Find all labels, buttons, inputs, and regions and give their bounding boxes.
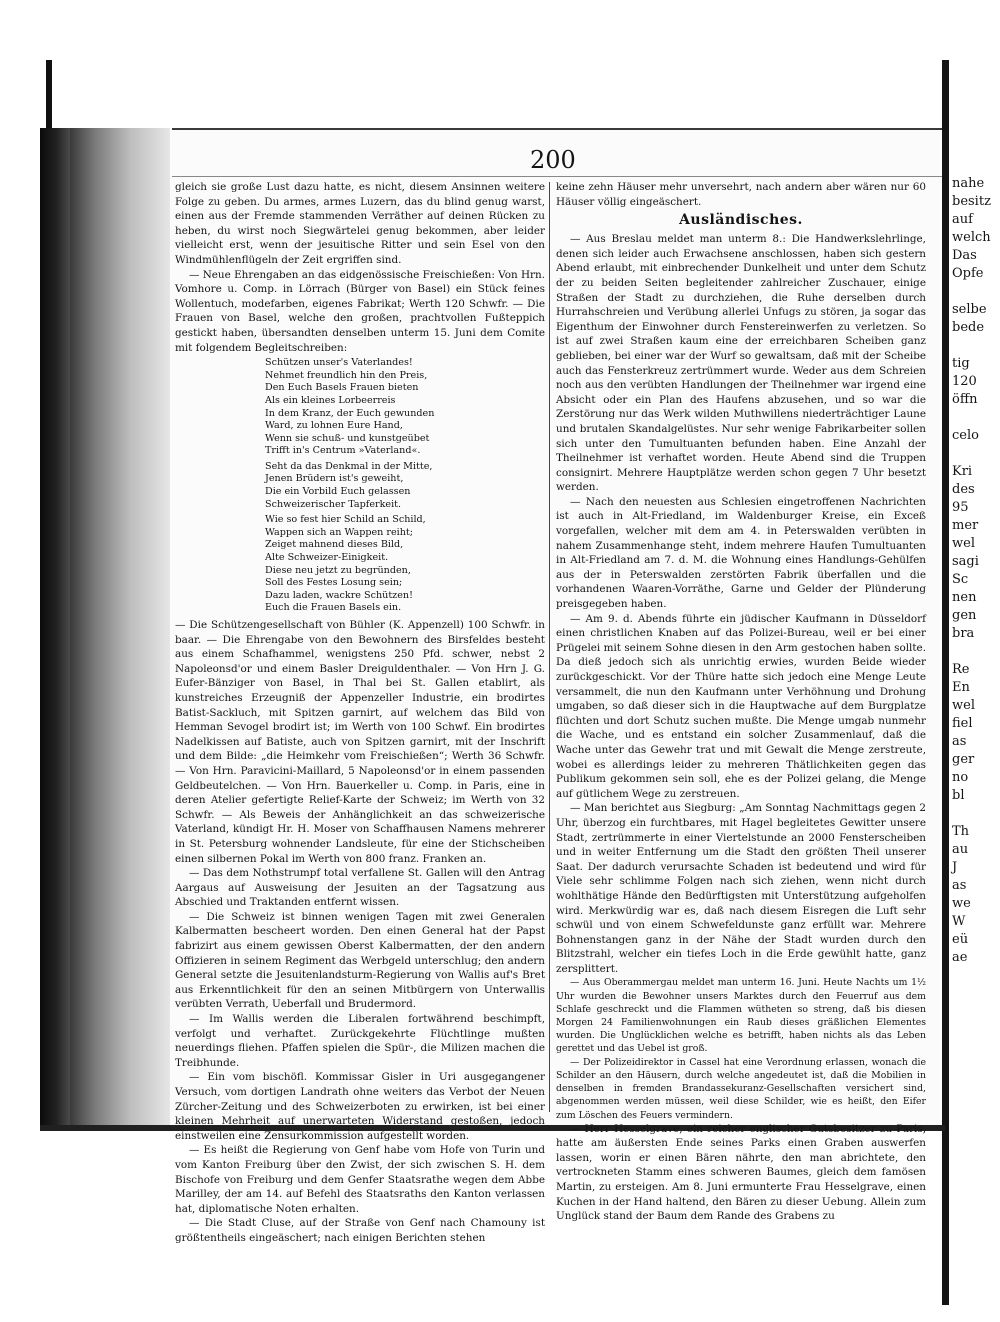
adjacent-page-text: 95 — [952, 500, 969, 515]
article-paragraph: keine zehn Häuser mehr unversehrt, nach andern aber wären nur 60 Häuser völlig eingeäschert. — [556, 181, 926, 208]
adjacent-page-text: nahe — [952, 176, 985, 191]
poem-line: Schützen unser's Vaterlandes! — [265, 357, 413, 369]
article-paragraph: — Die Schützengesellschaft von Bühler (K. Appenzell) 100 Schwfr. in baar. — Die Ehrengabe von den Bewohnern des Birsfeldes besteht aus einem Schafhammel, wenigstens 250 Pfd. schwer, nebst 2 Napoleonsd'or und einem Basler Dreiguldenthaler. — Von Hrn J. G. Eufer-Bänziger von Basel, in Thal bei St. Gallen etablirt, als kunstreiches Erzeugniß der Appenzeller Industrie, ein brodirtes Batist-Sackluch, mit Spitzen garnirt, auf welchem das Bild von Hemman Sevogel brodirt ist; im Werth von 100 Schwf. Ein brodirtes Nadelkissen auf Batiste, auch von Spitzen garnirt, mit der Inschrift und dem Bilde: „die Heimkehr vom Freischießen“; Werth 36 Schwfr. — Von Hrn. Paravicini-Maillard, 5 Napoleonsd'or in einem passenden Geldbeutelchen. — Von Hrn. Bauerkeller u. Comp. in Paris, eine in deren Atelier gefertigte Relief-Karte der Schweiz; im Werth von 32 Schwfr. — Als Beweis der Anhänglichkeit an das schweizerische Vaterland, kündigt Hr. H. Moser von Schaffhausen Namens mehrerer in St. Petersburg wohnender Landsleute, für eine der Stichscheiben einen silbernen Pokal im Werth von 800 franz. Franken an. — [175, 619, 545, 865]
header-rule-lower — [172, 176, 942, 177]
poem-line: Wappen sich an Wappen reiht; — [265, 526, 414, 538]
adjacent-page-text: J — [952, 860, 958, 875]
adjacent-page-text: eü — [952, 932, 969, 947]
right-column — [556, 180, 926, 1223]
poem-line: Als ein kleines Lorbeerreis — [265, 394, 396, 406]
poem-line: Alte Schweizer-Einigkeit. — [265, 552, 389, 564]
book-spine-shadow — [40, 128, 70, 1128]
column-divider — [549, 182, 550, 1112]
adjacent-page-text: Kri — [952, 464, 973, 479]
poem-line: Euch die Frauen Basels ein. — [265, 602, 402, 614]
adjacent-page-text: 120 — [952, 374, 977, 389]
article-paragraph: — Es heißt die Regierung von Genf habe vom Hofe von Turin und vom Kanton Freiburg über den Zwist, der sich zwischen S. H. dem Bischofe von Freiburg und dem Genfer Staatsrathe wegen dem Abbe Marilley, der am 14. auf Befehl des Staatsraths den Kanton verlassen hat, diplomatische Noten erhalten. — [175, 1144, 545, 1215]
adjacent-page-text: selbe — [952, 302, 987, 317]
adjacent-page-text: besitz — [952, 194, 991, 209]
adjacent-page-fragment — [952, 175, 1000, 965]
adjacent-page-text: tig — [952, 356, 970, 371]
adjacent-page-text: W — [952, 914, 966, 929]
article-paragraph: — Neue Ehrengaben an das eidgenössische Freischießen: Von Hrn. Vomhore u. Comp. in Lörrach (Bürger von Basel) ein Stück feines Wollentuch, modefarben, eigenes Fabrikat; Werth 120 Schwfr. — Die Frauen von Basel, welche den großen, prachtvollen Fußteppich gestickt haben, übersandten denselben unterm 15. Juni dem Comite mit folgendem Begleitschreiben: — [175, 268, 546, 354]
adjacent-page-text: bl — [952, 788, 965, 803]
adjacent-page-text: ger — [952, 752, 975, 767]
adjacent-page-text: as — [952, 878, 967, 893]
poem-line: Jenen Brüdern ist's geweiht, — [265, 473, 404, 485]
adjacent-page-text — [952, 409, 1000, 427]
poem-line: Wenn sie schuß- und kunstgeübet — [265, 432, 430, 444]
adjacent-page-text: wel — [952, 698, 975, 713]
poem-line: Trifft in's Centrum »Vaterland«. — [265, 445, 421, 457]
adjacent-page-text: öffn — [952, 392, 978, 407]
poem-line: Seht da das Denkmal in der Mitte, — [265, 460, 433, 472]
poem-line: In dem Kranz, der Euch gewunden — [265, 407, 435, 419]
adjacent-page-text: celo — [952, 428, 979, 443]
poem — [265, 357, 545, 615]
adjacent-page-text — [952, 643, 1000, 661]
adjacent-page-text: Sc — [952, 572, 969, 587]
adjacent-page-text: nen — [952, 590, 977, 605]
adjacent-page-text: wel — [952, 536, 975, 551]
adjacent-page-text: Re — [952, 662, 970, 677]
poem-stanza — [265, 514, 545, 615]
poem-line: Schweizerischer Tapferkeit. — [265, 498, 402, 510]
adjacent-page-text: welch — [952, 230, 991, 245]
poem-line: Die ein Vorbild Euch gelassen — [265, 486, 411, 498]
adjacent-page-text: au — [952, 842, 969, 857]
poem-line: Ward, zu lohnen Eure Hand, — [265, 420, 403, 432]
adjacent-page-text: Th — [952, 824, 970, 839]
adjacent-page-text: fiel — [952, 716, 973, 731]
adjacent-page-text: En — [952, 680, 970, 695]
article-paragraph: — Im Wallis werden die Liberalen fortwährend beschimpft, verfolgt und verhaftet. Zurückgekehrte Flüchtlinge mußten neuerdings fliehen. Pfaffen spielen die Spür-, die Milizen machen die Treibhunde. — [175, 1013, 545, 1069]
adjacent-page-text: we — [952, 896, 971, 911]
article-paragraph-small: — Der Polizeidirektor in Cassel hat eine Verordnung erlassen, wonach die Schilder an den Häusern, durch welche angedeutet ist, daß die Mobilien in denselben in fremden Brandassekuranz-Gesellschaften versichert sind, abgenommen werden müssen, weil diese Schilder, wie es heißt, den Eifer zum Löschen des Feuers vermindern. — [556, 1056, 926, 1121]
poem-line: Diese neu jetzt zu begründen, — [265, 564, 411, 576]
adjacent-page-text: ae — [952, 950, 968, 965]
adjacent-page-text — [952, 805, 1000, 823]
article-paragraph: — Aus Breslau meldet man unterm 8.: Die Handwerkslehrlinge, denen sich leider auch Erwachsene anschlossen, haben sich gestern Abend erlaubt, mit einbrechender Dunkelheit und unter dem Schutz der zu beiden Seiten begleitender zahlreicher Zuschauer, einige Straßen der Stadt zu durchziehen, die Ruhe derselben durch Hurrahschreien und Verübung allerlei Unfugs zu stören, ja sogar das Eigenthum der Einwohner durch Fenstereinwerfen zu verletzen. So ist auf zwei Straßen kaum eine der erreichbaren Scheiben ganz geblieben, bei einer war der Wurf so gewaltsam, daß mit der Scheibe auch das Fensterkreuz zertrümmert wurde. Weder aus dem Schreien noch aus den verübten Handlungen der Theilnehmer war irgend eine Absicht oder ein Plan des Haufens abzusehen, und so war die Zerstörung nur das Werk wilden Muthwillens niederträchtiger Laune und brutalen Skandalgelüstes. Nur sehr wenige Fabrikarbeiter sollen sich unter den Tumultuanten befunden haben. Eine Anzahl der Theilnehmer ist verhaftet worden. Heute Abend sind die Truppen consignirt. Mehrere Hauptplätze werden schon gegen 7 Uhr besetzt werden. — [556, 233, 926, 494]
adjacent-page-text — [952, 337, 1000, 355]
article-paragraph: — Ein vom bischöfl. Kommissar Gisler in Uri ausgegangener Versuch, vom dortigen Landrath ohne weiters das Verbot der Neuen Zürcher-Zeitung und des Schweizerboten zu erwirken, ist bei einer kleinen Mehrheit auf unerwarteten Widerstand gestoßen, jedoch einstweilen eine Zensurkommission aufgestellt worden. — [175, 1071, 545, 1142]
article-paragraph: — Am 9. d. Abends führte ein jüdischer Kaufmann in Düsseldorf einen christlichen Knaben auf das Polizei-Bureau, weil er bei einer Prügelei mit seinem Sohne diesen in den Arm gestochen haben sollte. Da dieß jedoch sich als unrichtig erwies, wurden Beide wieder zurückgeschickt. Vor der Thüre hatte sich jedoch eine Menge Leute versammelt, die nun den Kaufmann unter Verhöhnung und Drohung umgaben, so daß dieser sich in die Hauptwache auf dem Burgplatze flüchten und dort Schutz suchen mußte. Die Menge umgab nunmehr die Wache, und es entstand ein solcher Zusammenlauf, daß die Wache unter das Gewehr trat und mit Gewalt die Menge zerstreute, wobei es allerdings leider zu mehreren Thätlichkeiten gegen das Publikum gekommen sein soll, ehe es der Polizei gelang, die Menge auf gütlichem Wege zu zerstreuen. — [556, 612, 926, 800]
page-number: 200 — [530, 146, 576, 174]
adjacent-page-text: gen — [952, 608, 977, 623]
poem-line: Nehmet freundlich hin den Preis, — [265, 369, 428, 381]
article-paragraph: — Herr Hesselgrave, ein reicher englischer Gutsbesitzer zu Paris, hatte am äußersten Ende seines Parks einen Graben auswerfen lassen, worin er einen Bären nährte, den man abrichtete, den vertrockneten Stamm eines schweren Baumes, gleich dem famösen Martin, zu ersteigen. Am 8. Juni ermunterte Frau Hesselgrave, einen Kuchen in der Hand haltend, den Bären zu dieser Uebung. Allein zum Unglück stand der Baum dem Rande des Grabens zu — [556, 1122, 926, 1223]
page-gutter-shadow — [70, 128, 170, 1128]
poem-line: Dazu laden, wackre Schützen! — [265, 589, 413, 601]
poem-stanza — [265, 461, 545, 511]
article-paragraph: — Die Schweiz ist binnen wenigen Tagen mit zwei Generalen Kalbermatten bescheert worden. Den einen General hat der Papst fabrizirt aus einem gewissen Oberst Kalbermatten, der den andern Offizieren in seinem Regiment das Werbgeld unterschlug; den andern General setzte die Jesuitenlandsturm-Regierung von Wallis auf's Bret aus Erkenntlichkeit für den an seinen Mitbürgern von Unterwallis verübten Verrath, Ueberfall und Brudermord. — [175, 910, 545, 1011]
adjacent-page-text: mer — [952, 518, 979, 533]
poem-line: Wie so fest hier Schild an Schild, — [265, 514, 426, 526]
adjacent-page-text: auf — [952, 212, 973, 227]
poem-line: Den Euch Basels Frauen bieten — [265, 382, 419, 394]
adjacent-page-text — [952, 445, 1000, 463]
article-paragraph: — Nach den neuesten aus Schlesien eingetroffenen Nachrichten ist auch in Alt-Friedland, im Waldenburger Kreise, ein Exceß vorgefallen, welcher mit dem am 4. in Peterswalden verübten in nahem Zusammenhange steht, indem mehrere Haufen Tumultuanten in Alt-Friedland am 7. d. M. die Wohnung eines Handlungs-Gehülfen aus der in Peterswalden zerstörten Fabrik überfallen und die vorhandenen Waaren-Vorräthe, Garne und Gelder der Plünderung preisgegeben haben. — [556, 495, 926, 611]
header-rule — [172, 128, 942, 130]
adjacent-page-text: bede — [952, 320, 985, 335]
adjacent-page-text: bra — [952, 626, 975, 641]
poem-line: Zeiget mahnend dieses Bild, — [265, 539, 404, 551]
article-paragraph: — Man berichtet aus Siegburg: „Am Sonntag Nachmittags gegen 2 Uhr, überzog ein furchtbares, mit Hagel begleitetes Gewitter unsere Stadt, zertrümmerte in einer Viertelstunde an 2000 Fensterscheiben und in weiter Entfernung um die Stadt den größten Theil unserer Saat. Der dadurch verursachte Schaden ist bedeutend und wird für Viele sehr schlimme Folgen nach sich ziehen, wenn nicht durch wohlthätige Hände den Bedürftigsten mit Unterstützung aufgeholfen wird. Merkwürdig war es, daß nach diesem Eisregen die Luft sehr schwül und von einem Schwefeldunste ganz erfüllt war. Mehrere Bohnenstangen ganz in der Nähe der Stadt wurden durch den Blitzstrahl, welcher ein tiefes Loch in die Erde gewühlt hatte, ganz zersplittert. — [556, 802, 926, 975]
adjacent-page-text: no — [952, 770, 969, 785]
article-paragraph: — Das dem Nothstrumpf total verfallene St. Gallen will den Antrag Aargaus auf Ausweisung der Jesuiten an der Tagsatzung aus Abschied und Traktanden entfernt wissen. — [175, 867, 545, 909]
page-fold-edge — [942, 60, 949, 1305]
adjacent-page-text: des — [952, 482, 975, 497]
adjacent-page-text: sagi — [952, 554, 979, 569]
left-column — [175, 180, 546, 1244]
adjacent-page-text: Das — [952, 248, 977, 263]
article-paragraph: — Die Stadt Cluse, auf der Straße von Genf nach Chamouny ist größtentheils eingeäschert; nach einigen Berichten stehen — [175, 1217, 545, 1244]
adjacent-page-text: as — [952, 734, 967, 749]
article-paragraph: gleich sie große Lust dazu hatte, es nicht, diesem Ansinnen weitere Folge zu geben. Du armes, armes Luzern, das du blind genug warst, einen aus der Fremde stammenden Verräther auf deinen Rücken zu heben, du wirst noch Siegwärtelei genug bekommen, aber leider vielleicht erst, wenn der jesuitische Ritter und sein Esel von den Windmühlenflügeln der Zeit ergriffen sind. — [175, 181, 545, 266]
article-paragraph-small: — Aus Oberammergau meldet man unterm 16. Juni. Heute Nachts um 1½ Uhr wurden die Bewohner unsers Marktes durch den Feuerruf aus dem Schlafe geschreckt und die Flammen wütheten so streng, daß bis diesen Morgen 24 Familienwohnungen ein Raub dieses gräßlichen Elementes wurden. Die Unglücklichen welche es betrifft, haben nichts als das Leben gerettet und das Uebel ist groß. — [556, 977, 926, 1055]
adjacent-page-text — [952, 283, 1000, 301]
poem-line: Soll des Festes Losung sein; — [265, 577, 403, 589]
scan-margin-mark — [46, 60, 52, 130]
section-heading: Ausländisches. — [679, 212, 803, 229]
poem-stanza — [265, 357, 545, 458]
adjacent-page-text: Opfe — [952, 266, 984, 281]
